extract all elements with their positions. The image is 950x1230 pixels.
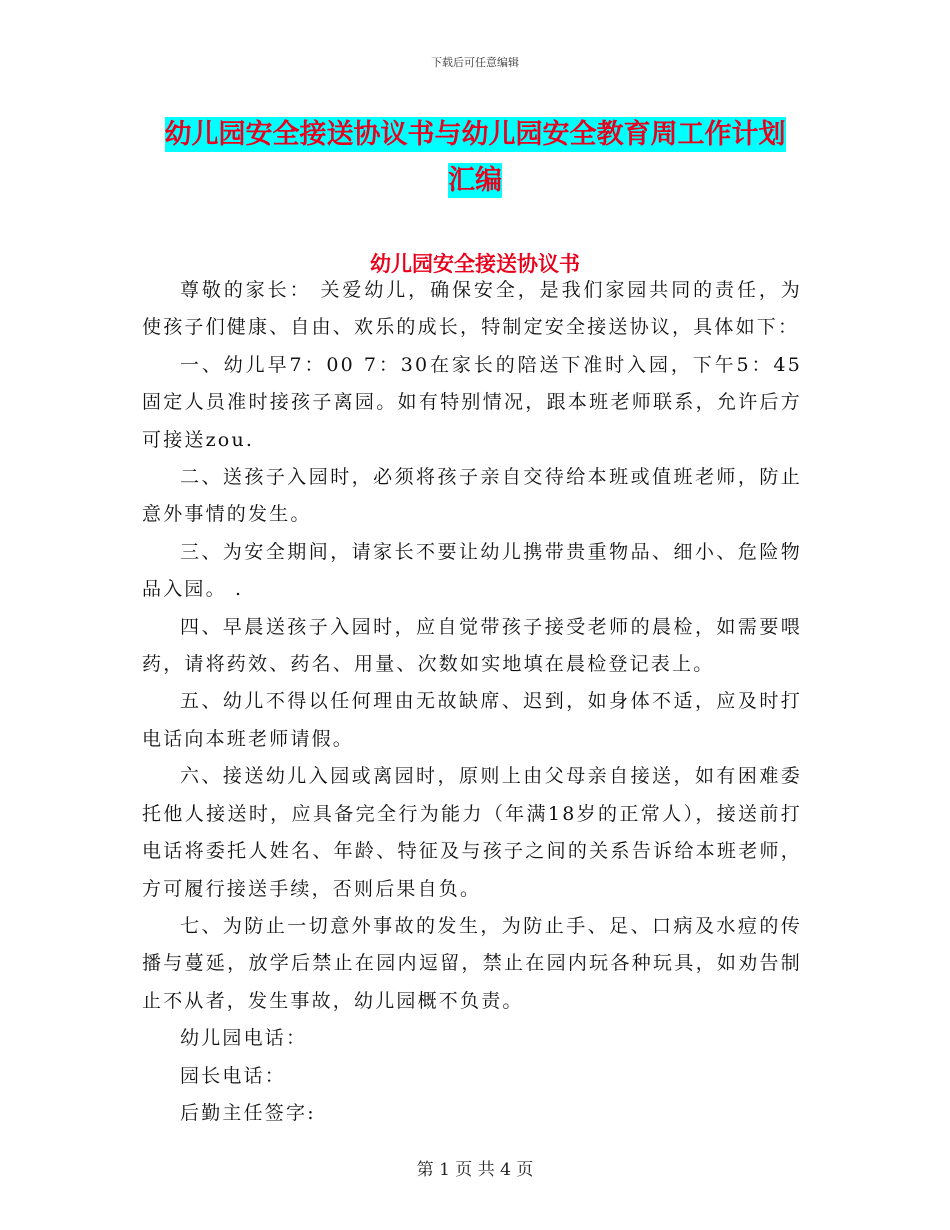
paragraph-item-7: 七、为防止一切意外事故的发生，为防止手、足、口病及水痘的传播与蔓延，放学后禁止在园内逗留，禁止在园内玩各种玩具，如劝告制止不从者，发生事故，幼儿园概不负责。 [142, 914, 802, 1012]
paragraph-item-1: 一、幼儿早7：00 7：30在家长的陪送下准时入园，下午5：45固定人员准时接孩子离园。如有特别情况，跟本班老师联系，允许后方可接送zou. [142, 353, 802, 451]
kindergarten-phone-label: 幼儿园电话： [180, 1027, 308, 1050]
section-title: 幼儿园安全接送协议书 [370, 252, 580, 276]
paragraph-item-2: 二、送孩子入园时，必须将孩子亲自交待给本班或值班老师，防止意外事情的发生。 [142, 466, 802, 526]
director-phone-label: 园长电话： [180, 1064, 287, 1087]
page-footer: 第 1 页 共 4 页 [416, 1160, 534, 1180]
document-title-line-2 [140, 158, 810, 197]
document-title-text-2: 汇编 [448, 165, 502, 196]
paragraph-item-6: 六、接送幼儿入园或离园时，原则上由父母亲自接送，如有困难委托他人接送时，应具备完全行为能力（年满18岁的正常人），接送前打电话将委托人姓名、年龄、特征及与孩子之间的关系告诉给本班老师，方可履行接送手续，否则后果自负。 [142, 765, 802, 900]
logistics-signature-label: 后勤主任签字: [180, 1101, 316, 1124]
document-body [142, 272, 802, 1132]
paragraph-greeting: 尊敬的家长： 关爱幼儿，确保安全，是我们家园共同的责任，为使孩子们健康、自由、欢乐的成长，特制定安全接送协议，具体如下： [142, 279, 802, 339]
paragraph-item-5: 五、幼儿不得以任何理由无故缺席、迟到，如身体不适，应及时打电话向本班老师请假。 [142, 690, 802, 750]
document-title-text-1: 幼儿园安全接送协议书与幼儿园安全教育周工作计划 [164, 119, 786, 150]
document-title-line-1 [140, 112, 810, 151]
page-header-note: 下载后可任意编辑 [431, 56, 519, 69]
paragraph-item-3: 三、为安全期间，请家长不要让幼儿携带贵重物品、细小、危险物品入园。 . [142, 540, 802, 601]
paragraph-item-4: 四、早晨送孩子入园时，应自觉带孩子接受老师的晨检，如需要喂药，请将药效、药名、用量、次数如实地填在晨检登记表上。 [142, 615, 802, 676]
